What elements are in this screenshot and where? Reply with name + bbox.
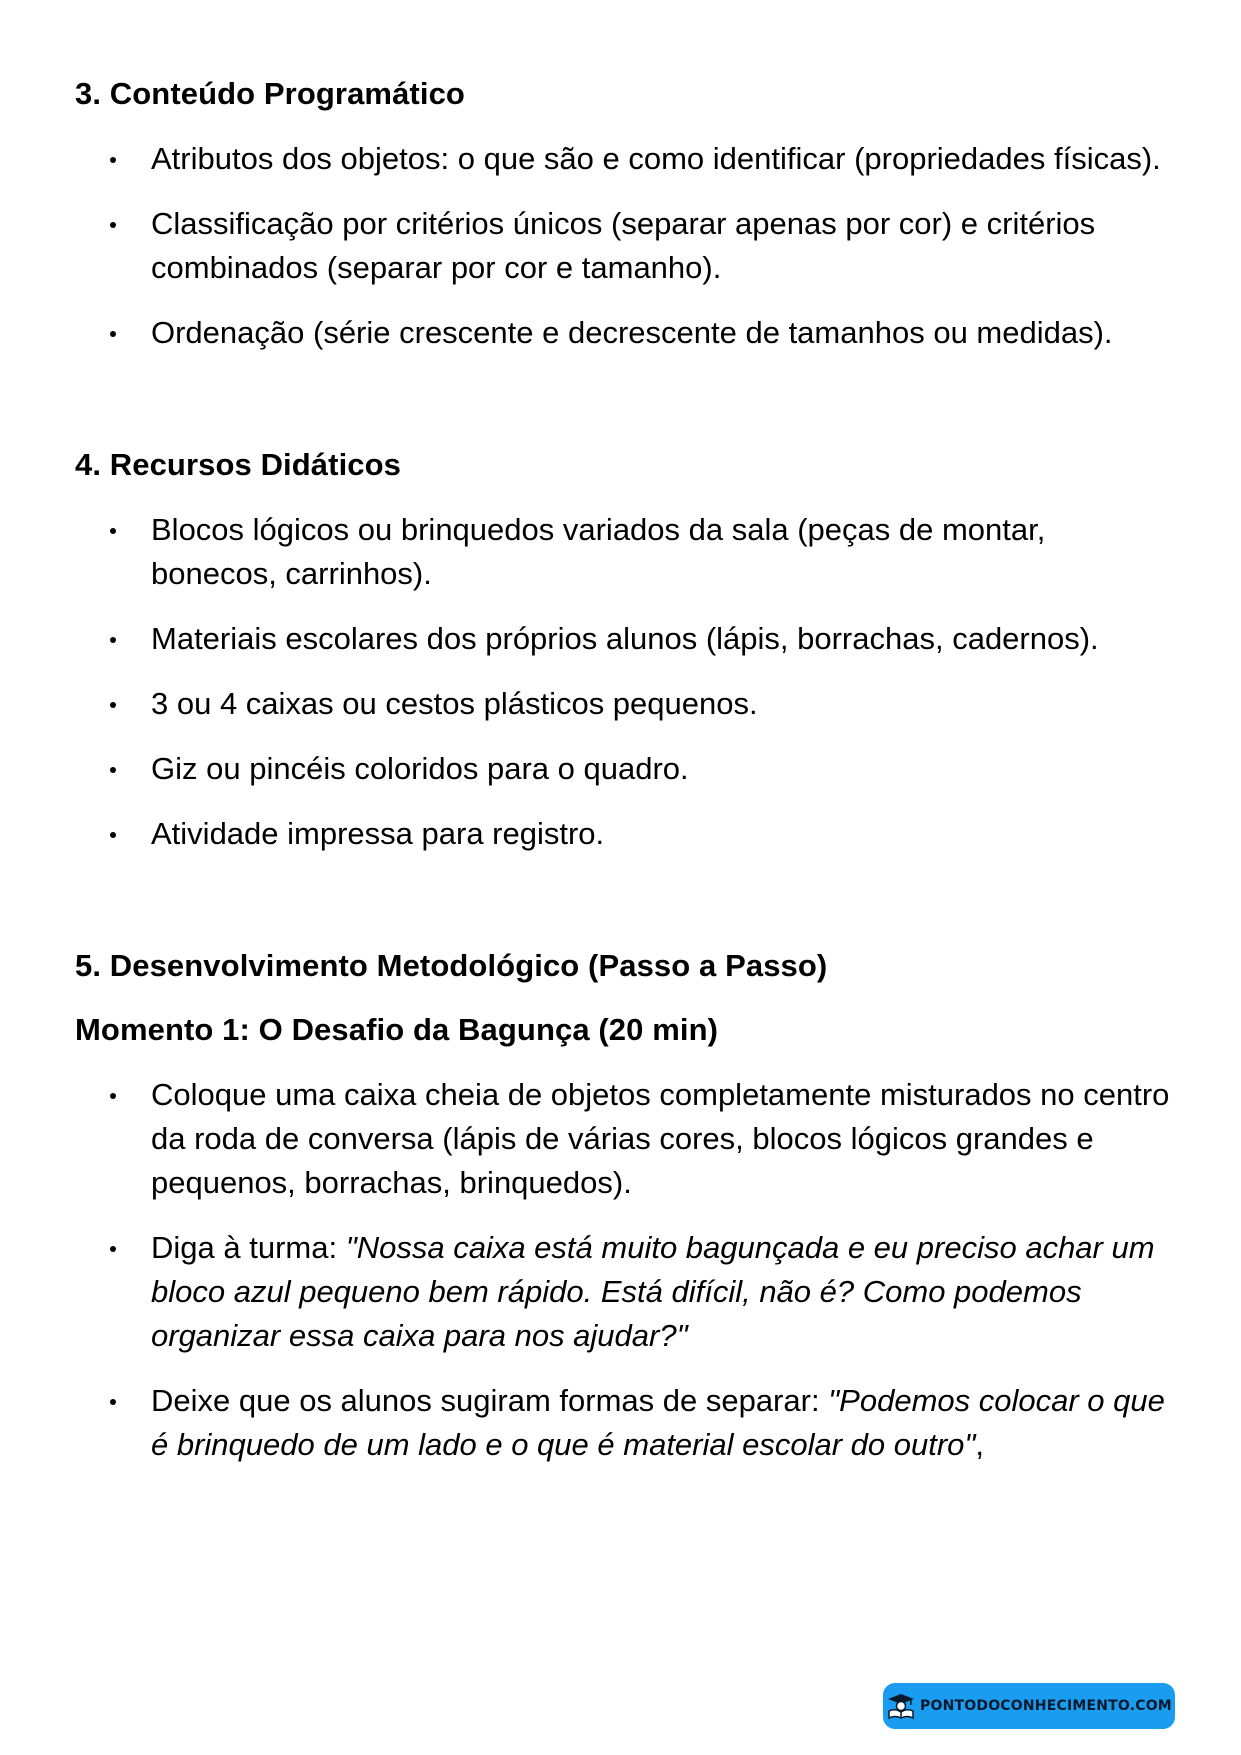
list-item-text: Blocos lógicos ou brinquedos variados da sala (peças de montar, bonecos, carrinhos). bbox=[151, 512, 1046, 591]
graduate-book-icon bbox=[886, 1691, 916, 1721]
document-page bbox=[75, 72, 1175, 1467]
list-item bbox=[75, 812, 1175, 856]
list-item bbox=[75, 137, 1175, 181]
bullet-icon bbox=[110, 222, 116, 228]
list-item-text: Materiais escolares dos próprios alunos (lápis, borrachas, cadernos). bbox=[151, 621, 1099, 656]
bullet-icon bbox=[110, 702, 116, 708]
bullet-icon bbox=[110, 637, 116, 643]
list-item-text: 3 ou 4 caixas ou cestos plásticos pequenos. bbox=[151, 686, 758, 721]
list-item bbox=[75, 1073, 1175, 1205]
list-item bbox=[75, 617, 1175, 661]
bullet-icon bbox=[110, 767, 116, 773]
list-item bbox=[75, 508, 1175, 596]
list-item-text: Ordenação (série crescente e decrescente de tamanhos ou medidas). bbox=[151, 315, 1113, 350]
list-item-text: Atributos dos objetos: o que são e como identificar (propriedades físicas). bbox=[151, 141, 1161, 176]
bullet-icon bbox=[110, 1246, 116, 1252]
list-item bbox=[75, 682, 1175, 726]
section-4-heading: 4. Recursos Didáticos bbox=[75, 447, 401, 482]
bullet-icon bbox=[110, 1093, 116, 1099]
list-item-text: Diga à turma: bbox=[151, 1230, 346, 1265]
moment-1-list bbox=[75, 1073, 1175, 1467]
list-item bbox=[75, 1379, 1175, 1467]
bullet-icon bbox=[110, 1399, 116, 1405]
list-item bbox=[75, 747, 1175, 791]
list-item-suffix: , bbox=[975, 1427, 985, 1462]
section-4-list bbox=[75, 508, 1175, 856]
bullet-icon bbox=[110, 528, 116, 534]
bullet-icon bbox=[110, 157, 116, 163]
section-5-heading: 5. Desenvolvimento Metodológico (Passo a Passo) bbox=[75, 948, 828, 983]
section-3-heading: 3. Conteúdo Programático bbox=[75, 76, 465, 111]
logo-text: PONTODOCONHECIMENTO.COM bbox=[920, 1698, 1172, 1714]
list-item-text: Atividade impressa para registro. bbox=[151, 816, 605, 851]
list-item bbox=[75, 1226, 1175, 1358]
list-item-text: Giz ou pincéis coloridos para o quadro. bbox=[151, 751, 689, 786]
list-item-quote: "Podemos colocar o que é brinquedo de um lado e o que é material escolar do outro" bbox=[151, 1383, 1165, 1462]
list-item-text: Classificação por critérios únicos (separar apenas por cor) e critérios combinados (separar por cor e tamanho). bbox=[151, 206, 1096, 285]
list-item bbox=[75, 202, 1175, 290]
list-item-text: Deixe que os alunos sugiram formas de separar: bbox=[151, 1383, 829, 1418]
bullet-icon bbox=[110, 331, 116, 337]
list-item-text: Coloque uma caixa cheia de objetos completamente misturados no centro da roda de conversa (lápis de várias cores, blocos lógicos grandes e pequenos, borrachas, brinquedos). bbox=[151, 1077, 1170, 1200]
list-item-quote: "Nossa caixa está muito bagunçada e eu preciso achar um bloco azul pequeno bem rápido. Está difícil, não é? Como podemos organizar essa caixa para nos ajudar?" bbox=[151, 1230, 1155, 1353]
list-item bbox=[75, 311, 1175, 355]
bullet-icon bbox=[110, 832, 116, 838]
section-3-list bbox=[75, 137, 1175, 355]
site-logo[interactable] bbox=[883, 1683, 1175, 1729]
moment-1-heading: Momento 1: O Desafio da Bagunça (20 min) bbox=[75, 1012, 719, 1047]
